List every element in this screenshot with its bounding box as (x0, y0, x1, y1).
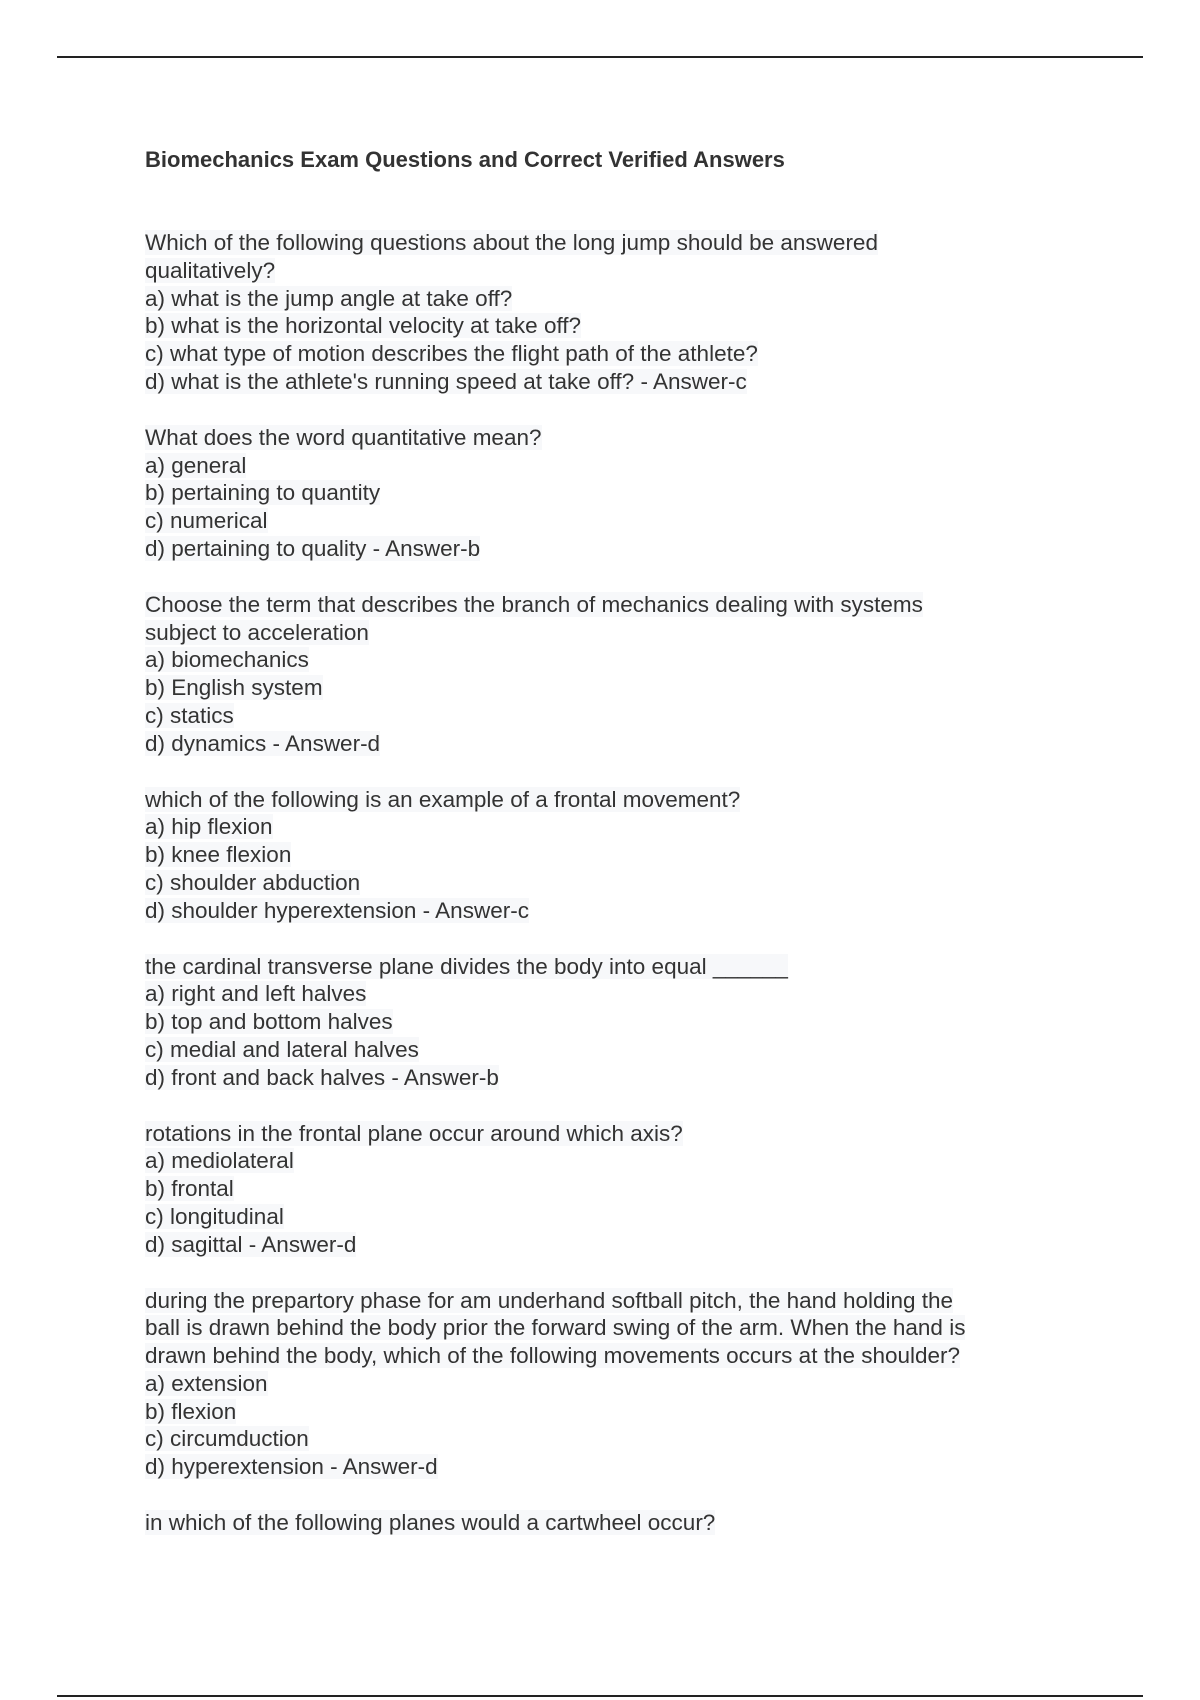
question-2-option-c: c) numerical (145, 508, 268, 534)
question-3 (145, 591, 1045, 758)
question-6-option-c: c) longitudinal (145, 1203, 284, 1229)
question-3-line-2: subject to acceleration (145, 619, 369, 645)
question-7-line-3: drawn behind the body, which of the following movements occurs at the shoulder? (145, 1343, 961, 1369)
question-6-option-a: a) mediolateral (145, 1148, 294, 1174)
question-5-option-c: c) medial and lateral halves (145, 1036, 419, 1062)
question-5-option-d: d) front and back halves - Answer-b (145, 1064, 499, 1090)
question-4-line-1: which of the following is an example of a frontal movement? (145, 786, 741, 812)
question-3-option-d: d) dynamics - Answer-d (145, 730, 381, 756)
question-8 (145, 1509, 1045, 1537)
question-7-line-2: ball is drawn behind the body prior the forward swing of the arm. When the hand is (145, 1315, 966, 1341)
question-7-option-a: a) extension (145, 1370, 268, 1396)
question-8-line-1: in which of the following planes would a cartwheel occur? (145, 1510, 716, 1536)
question-7-option-d: d) hyperextension - Answer-d (145, 1454, 438, 1480)
question-1-option-c: c) what type of motion describes the flight path of the athlete? (145, 341, 758, 367)
question-7-option-c: c) circumduction (145, 1426, 309, 1452)
question-5-line-1: the cardinal transverse plane divides the body into equal ______ (145, 953, 788, 979)
question-1-option-a: a) what is the jump angle at take off? (145, 285, 513, 311)
document-title: Biomechanics Exam Questions and Correct Verified Answers (145, 147, 785, 172)
document-body (145, 145, 1045, 1565)
question-6-option-d: d) sagittal - Answer-d (145, 1231, 357, 1257)
question-3-line-1: Choose the term that describes the branch of mechanics dealing with systems (145, 591, 923, 617)
question-7-option-b: b) flexion (145, 1398, 237, 1424)
question-6 (145, 1120, 1045, 1259)
question-4-option-a: a) hip flexion (145, 814, 273, 840)
question-3-option-c: c) statics (145, 702, 234, 728)
question-1-option-b: b) what is the horizontal velocity at take off? (145, 313, 582, 339)
question-3-option-b: b) English system (145, 675, 323, 701)
question-2 (145, 424, 1045, 563)
question-2-line-1: What does the word quantitative mean? (145, 424, 542, 450)
question-4-option-d: d) shoulder hyperextension - Answer-c (145, 897, 529, 923)
bottom-rule (57, 1695, 1143, 1697)
question-6-option-b: b) frontal (145, 1176, 234, 1202)
question-1 (145, 229, 1045, 396)
top-rule (57, 56, 1143, 58)
question-5-option-b: b) top and bottom halves (145, 1009, 393, 1035)
question-2-option-d: d) pertaining to quality - Answer-b (145, 535, 481, 561)
question-7-line-1: during the prepartory phase for am underhand softball pitch, the hand holding the (145, 1287, 954, 1313)
question-1-line-1: Which of the following questions about the long jump should be answered (145, 230, 878, 255)
question-1-option-d: d) what is the athlete's running speed at take off? - Answer-c (145, 368, 747, 394)
question-4 (145, 786, 1045, 925)
question-6-line-1: rotations in the frontal plane occur around which axis? (145, 1120, 683, 1146)
question-5-option-a: a) right and left halves (145, 981, 367, 1007)
question-5 (145, 953, 1045, 1092)
question-1-line-2: qualitatively? (145, 257, 276, 283)
question-7 (145, 1287, 1045, 1482)
question-2-option-b: b) pertaining to quantity (145, 480, 381, 506)
question-3-option-a: a) biomechanics (145, 647, 309, 673)
question-4-option-b: b) knee flexion (145, 842, 292, 868)
question-4-option-c: c) shoulder abduction (145, 869, 361, 895)
question-2-option-a: a) general (145, 452, 247, 478)
